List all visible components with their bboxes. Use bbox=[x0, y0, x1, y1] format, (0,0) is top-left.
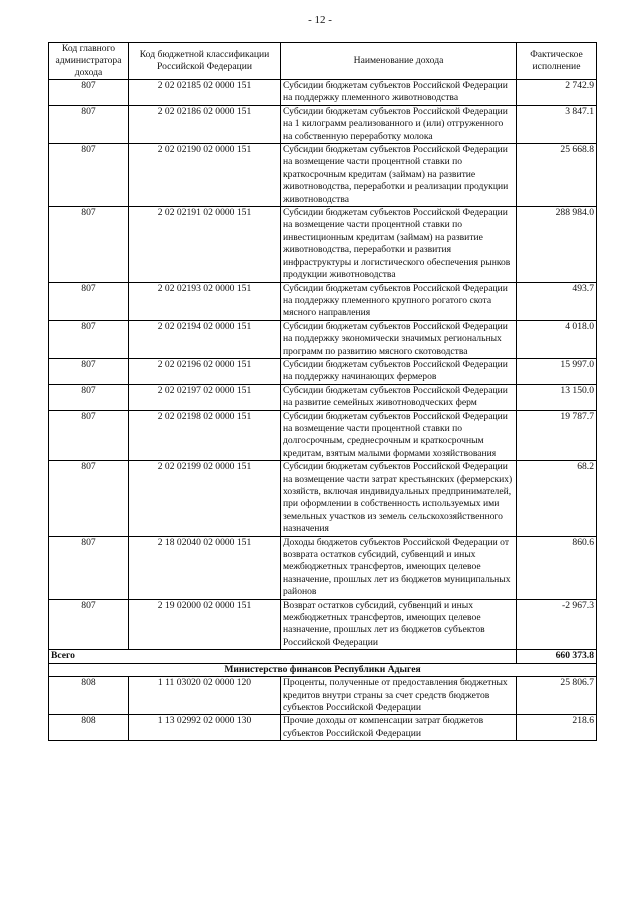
budget-code-cell: 2 18 02040 02 0000 151 bbox=[129, 536, 281, 599]
admin-code-cell: 807 bbox=[49, 282, 129, 320]
admin-code-cell: 808 bbox=[49, 715, 129, 741]
admin-code-cell: 807 bbox=[49, 80, 129, 106]
header-actual: Фактическое исполнение bbox=[517, 43, 597, 80]
table-row bbox=[49, 715, 597, 741]
table-row bbox=[49, 410, 597, 461]
budget-code-cell: 2 02 02197 02 0000 151 bbox=[129, 384, 281, 410]
revenue-name-cell: Субсидии бюджетам субъектов Российской Федерации на 1 килограмм реализованного и (или) отгруженного на собственную переработку молока bbox=[281, 105, 517, 143]
budget-code-cell: 2 02 02194 02 0000 151 bbox=[129, 320, 281, 358]
amount-cell: 2 742.9 bbox=[517, 80, 597, 106]
total-label: Всего bbox=[49, 650, 517, 663]
total-row bbox=[49, 650, 597, 663]
revenue-name-cell: Субсидии бюджетам субъектов Российской Федерации на возмещение части процентной ставки по краткосрочным кредитам (займам) на развитие животноводства, переработки и реализации продукции животноводства bbox=[281, 144, 517, 207]
amount-cell: 860.6 bbox=[517, 536, 597, 599]
page-number: - 12 - bbox=[308, 14, 332, 26]
amount-cell: 288 984.0 bbox=[517, 207, 597, 282]
header-admin-code: Код главного администратора дохода bbox=[49, 43, 129, 80]
amount-cell: 4 018.0 bbox=[517, 320, 597, 358]
budget-code-cell: 2 02 02190 02 0000 151 bbox=[129, 144, 281, 207]
budget-code-cell: 1 13 02992 02 0000 130 bbox=[129, 715, 281, 741]
budget-code-cell: 2 19 02000 02 0000 151 bbox=[129, 599, 281, 650]
amount-cell: 19 787.7 bbox=[517, 410, 597, 461]
admin-code-cell: 808 bbox=[49, 677, 129, 715]
revenue-name-cell: Субсидии бюджетам субъектов Российской Федерации на поддержку начинающих фермеров bbox=[281, 358, 517, 384]
revenue-name-cell: Возврат остатков субсидий, субвенций и иных межбюджетных трансфертов, имеющих целевое назначение, прошлых лет из бюджетов субъектов Российской Федерации bbox=[281, 599, 517, 650]
revenue-table bbox=[48, 42, 597, 741]
table-row bbox=[49, 536, 597, 599]
amount-cell: 218.6 bbox=[517, 715, 597, 741]
budget-code-cell: 2 02 02196 02 0000 151 bbox=[129, 358, 281, 384]
table-row bbox=[49, 282, 597, 320]
amount-cell: 25 668.8 bbox=[517, 144, 597, 207]
table-row bbox=[49, 105, 597, 143]
admin-code-cell: 807 bbox=[49, 320, 129, 358]
section-title: Министерство финансов Республики Адыгея bbox=[49, 663, 597, 676]
amount-cell: 25 806.7 bbox=[517, 677, 597, 715]
budget-code-cell: 2 02 02193 02 0000 151 bbox=[129, 282, 281, 320]
table-row bbox=[49, 461, 597, 536]
admin-code-cell: 807 bbox=[49, 358, 129, 384]
table-row bbox=[49, 677, 597, 715]
revenue-name-cell: Субсидии бюджетам субъектов Российской Федерации на поддержку племенного крупного рогатого скота мясного направления bbox=[281, 282, 517, 320]
budget-code-cell: 2 02 02198 02 0000 151 bbox=[129, 410, 281, 461]
admin-code-cell: 807 bbox=[49, 207, 129, 282]
amount-cell: 15 997.0 bbox=[517, 358, 597, 384]
header-revenue-name: Наименование дохода bbox=[281, 43, 517, 80]
admin-code-cell: 807 bbox=[49, 144, 129, 207]
revenue-name-cell: Субсидии бюджетам субъектов Российской Федерации на возмещение части процентной ставки по инвестиционным кредитам (займам) на развитие животноводства, переработки и развития инфраструктуры и логистического обеспечения рынков продукции животноводства bbox=[281, 207, 517, 282]
revenue-name-cell: Прочие доходы от компенсации затрат бюджетов субъектов Российской Федерации bbox=[281, 715, 517, 741]
budget-code-cell: 2 02 02191 02 0000 151 bbox=[129, 207, 281, 282]
budget-code-cell: 2 02 02186 02 0000 151 bbox=[129, 105, 281, 143]
amount-cell: 493.7 bbox=[517, 282, 597, 320]
amount-cell: 13 150.0 bbox=[517, 384, 597, 410]
amount-cell: 3 847.1 bbox=[517, 105, 597, 143]
revenue-name-cell: Проценты, полученные от предоставления бюджетных кредитов внутри страны за счет средств бюджетов субъектов Российской Федерации bbox=[281, 677, 517, 715]
revenue-name-cell: Субсидии бюджетам субъектов Российской Федерации на возмещение части процентной ставки по долгосрочным, среднесрочным и краткосрочным кредитам, взятым малыми формами хозяйствования bbox=[281, 410, 517, 461]
revenue-name-cell: Субсидии бюджетам субъектов Российской Федерации на развитие семейных животноводческих ферм bbox=[281, 384, 517, 410]
table-row bbox=[49, 207, 597, 282]
admin-code-cell: 807 bbox=[49, 410, 129, 461]
admin-code-cell: 807 bbox=[49, 599, 129, 650]
total-amount: 660 373.8 bbox=[517, 650, 597, 663]
amount-cell: -2 967.3 bbox=[517, 599, 597, 650]
revenue-name-cell: Доходы бюджетов субъектов Российской Федерации от возврата остатков субсидий, субвенций и иных межбюджетных трансфертов, имеющих целевое назначение, прошлых лет из бюджетов муниципальных районов bbox=[281, 536, 517, 599]
revenue-name-cell: Субсидии бюджетам субъектов Российской Федерации на поддержку экономически значимых региональных программ по развитию мясного скотоводства bbox=[281, 320, 517, 358]
admin-code-cell: 807 bbox=[49, 461, 129, 536]
header-budget-code: Код бюджетной классификации Российской Федерации bbox=[129, 43, 281, 80]
amount-cell: 68.2 bbox=[517, 461, 597, 536]
table-row bbox=[49, 599, 597, 650]
table-body bbox=[49, 80, 597, 741]
budget-code-cell: 2 02 02185 02 0000 151 bbox=[129, 80, 281, 106]
table-row bbox=[49, 320, 597, 358]
revenue-name-cell: Субсидии бюджетам субъектов Российской Федерации на поддержку племенного животноводства bbox=[281, 80, 517, 106]
table-row bbox=[49, 144, 597, 207]
admin-code-cell: 807 bbox=[49, 384, 129, 410]
table-row bbox=[49, 384, 597, 410]
table-row bbox=[49, 358, 597, 384]
table-header-row bbox=[49, 43, 597, 80]
revenue-name-cell: Субсидии бюджетам субъектов Российской Федерации на возмещение части затрат крестьянских (фермерских) хозяйств, включая индивидуальных предпринимателей, при оформлении в собственность используемых ими земельных участков из земель сельскохозяйственного назначения bbox=[281, 461, 517, 536]
budget-code-cell: 1 11 03020 02 0000 120 bbox=[129, 677, 281, 715]
section-row bbox=[49, 663, 597, 676]
table-row bbox=[49, 80, 597, 106]
budget-code-cell: 2 02 02199 02 0000 151 bbox=[129, 461, 281, 536]
admin-code-cell: 807 bbox=[49, 105, 129, 143]
admin-code-cell: 807 bbox=[49, 536, 129, 599]
